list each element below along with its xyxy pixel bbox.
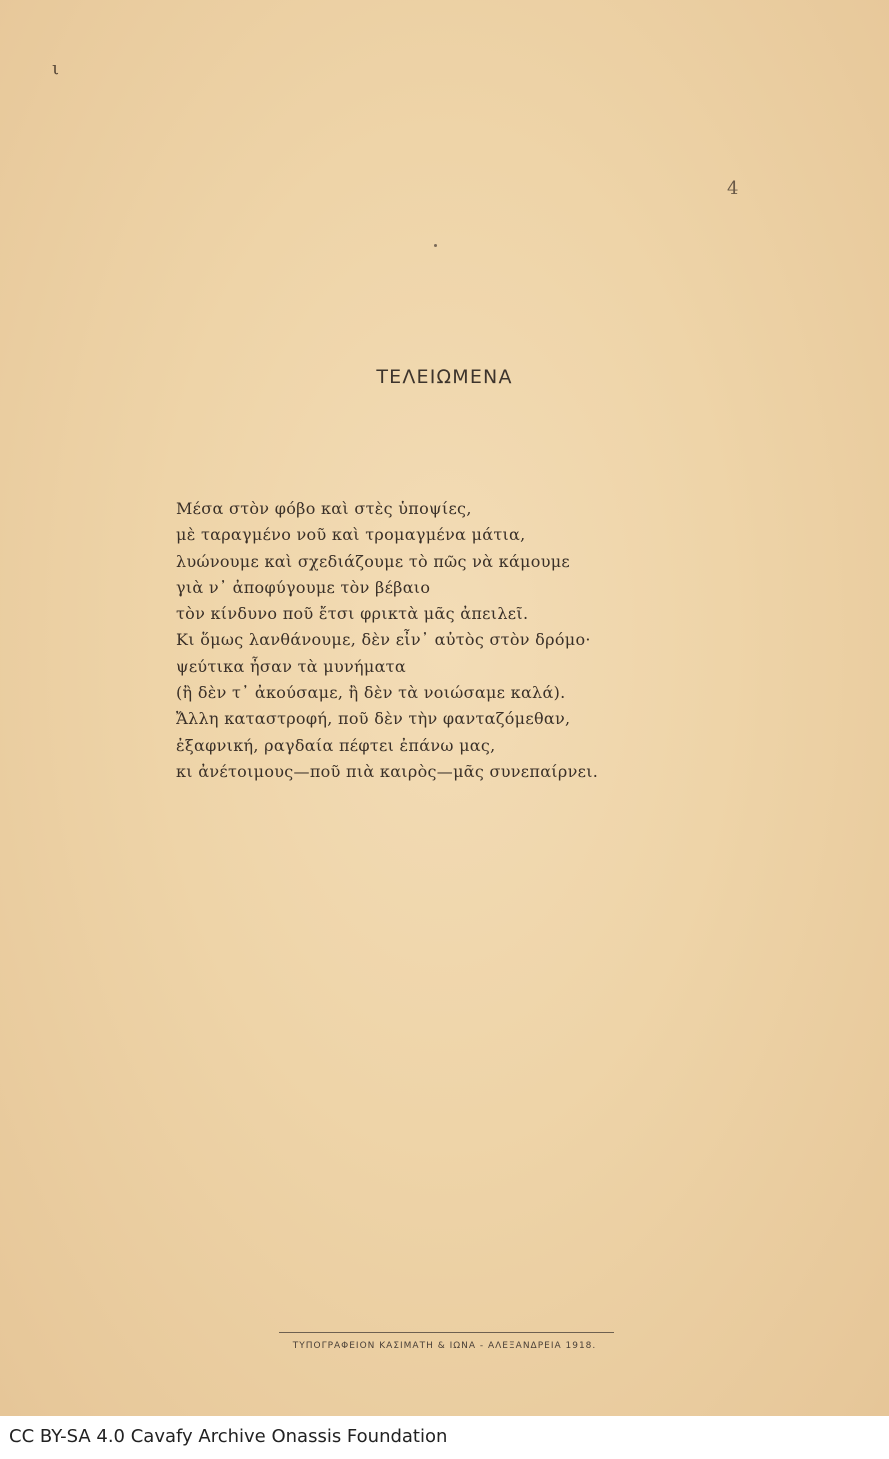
- poem-line: Μέσα στὸν φόβο καὶ στὲς ὑποψίες,: [176, 499, 472, 518]
- printer-rule: [279, 1332, 614, 1333]
- poem-line: (ἢ δὲν τ᾽ ἀκούσαμε, ἢ δὲν τὰ νοιώσαμε καλά).: [176, 683, 566, 703]
- license-credit: CC BY-SA 4.0 Cavafy Archive Onassis Foundation: [9, 1426, 448, 1447]
- poem-title: ΤΕΛΕΙΩΜΕΝΑ: [376, 366, 513, 388]
- corner-ink-mark: ι: [52, 58, 60, 79]
- poem-line: λυώνουμε καὶ σχεδιάζουμε τὸ πῶς νὰ κάμουμε: [176, 551, 571, 571]
- poem-line: γιὰ ν᾽ ἀποφύγουμε τὸν βέβαιο: [176, 577, 431, 597]
- poem-line: μὲ ταραγμένο νοῦ καὶ τρομαγμένα μάτια,: [176, 525, 526, 545]
- poem-line: ἐξαφνική, ραγδαία πέφτει ἐπάνω μας,: [176, 735, 496, 755]
- page-number: 4: [727, 178, 739, 199]
- ink-dot: [434, 244, 437, 247]
- poem-line: Ἄλλη καταστροφή, ποῦ δὲν τὴν φανταζόμεθαν,: [176, 709, 571, 729]
- poem-line: τὸν κίνδυνο ποῦ ἔτσι φρικτὰ μᾶς ἀπειλεῖ.: [176, 604, 529, 624]
- poem-line: Κι ὅμως λανθάνουμε, δὲν εἶν᾽ αὐτὸς στὸν δρόμο·: [176, 630, 591, 650]
- poem-line: ψεύτικα ἦσαν τὰ μυνήματα: [176, 656, 406, 676]
- poem-line: κι ἀνέτοιμους—ποῦ πιὰ καιρὸς—μᾶς συνεπαίρνει.: [176, 761, 599, 781]
- poem-body: [176, 496, 676, 785]
- printer-imprint: ΤΥΠΟΓΡΑΦΕΙΟΝ ΚΑΣΙΜΑΤΗ & ΙΩΝΑ - ΑΛΕΞΑΝΔΡΕΙΑ 1918.: [292, 1341, 597, 1351]
